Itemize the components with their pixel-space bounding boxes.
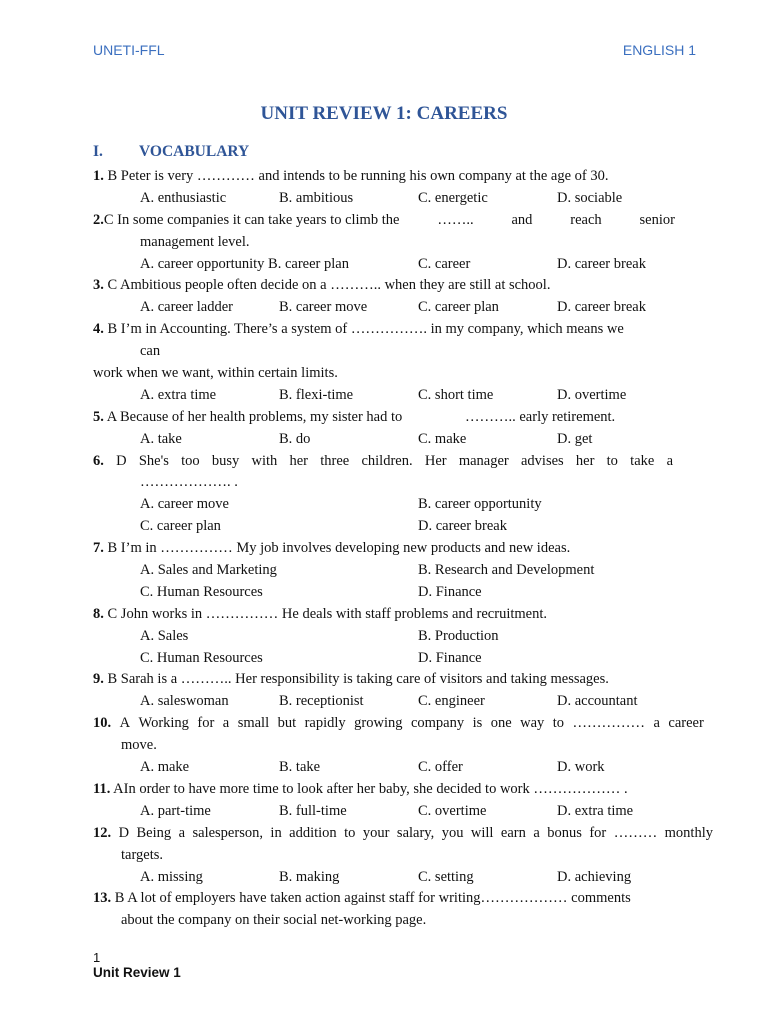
question-word: reach bbox=[570, 211, 602, 228]
option-c: C. career bbox=[418, 255, 471, 272]
option-b: B. making bbox=[279, 868, 340, 885]
question-word: but bbox=[277, 715, 297, 732]
question-word: addition bbox=[289, 824, 337, 841]
question-word: and bbox=[511, 211, 533, 228]
question-word: …………… bbox=[572, 715, 646, 732]
option-b: B. do bbox=[279, 430, 311, 447]
question-number: 6. bbox=[93, 452, 104, 469]
question-13-continuation: about the company on their social net-working page. bbox=[121, 912, 427, 929]
question-7 bbox=[93, 538, 713, 560]
page-title: UNIT REVIEW 1: CAREERS bbox=[260, 103, 508, 124]
option-c: C. offer bbox=[418, 759, 463, 776]
option-b: B. career opportunity bbox=[418, 496, 542, 513]
question-list bbox=[93, 166, 713, 932]
option-c: C. short time bbox=[418, 386, 494, 403]
question-text: B I’m in …………… My job involves developing new products and new ideas. bbox=[103, 540, 571, 557]
question-word: career bbox=[668, 715, 704, 732]
question-word: a bbox=[533, 824, 540, 841]
option-b: B. take bbox=[279, 759, 321, 776]
question-word: monthly bbox=[664, 824, 713, 841]
option-c: C. career plan bbox=[418, 299, 499, 316]
section-heading bbox=[93, 143, 249, 161]
question-word: manager bbox=[458, 452, 509, 469]
question-number: 3. bbox=[93, 277, 104, 294]
question-text-blank: ……….. early retirement. bbox=[465, 408, 616, 425]
question-9 bbox=[93, 669, 713, 691]
question-word: Being bbox=[136, 824, 172, 841]
option-d: D. career break bbox=[418, 518, 507, 535]
question-6 bbox=[93, 451, 673, 473]
question-word: small bbox=[237, 715, 270, 732]
option-d: D. achieving bbox=[557, 868, 632, 885]
question-word: for bbox=[589, 824, 607, 841]
question-10-options bbox=[93, 757, 713, 779]
question-1 bbox=[93, 166, 713, 188]
option-a: A. missing bbox=[140, 868, 203, 885]
question-2-options bbox=[93, 254, 713, 276]
option-c: C. career plan bbox=[140, 518, 221, 535]
question-word: is bbox=[472, 715, 483, 732]
question-word: rapidly bbox=[304, 715, 346, 732]
question-text: C Ambitious people often decide on a ……….. when they are still at school. bbox=[103, 277, 551, 294]
question-number: 4. bbox=[93, 321, 104, 338]
question-text: C In some companies it can take years to climb the bbox=[103, 211, 400, 228]
header-left: UNETI-FFL bbox=[93, 42, 165, 58]
option-a: A. Sales and Marketing bbox=[140, 562, 277, 579]
question-word: senior bbox=[639, 211, 675, 228]
question-word: to bbox=[552, 715, 565, 732]
question-word: ……… bbox=[613, 824, 658, 841]
question-11-options bbox=[93, 801, 713, 823]
option-a: A. part-time bbox=[140, 802, 211, 819]
question-4-options bbox=[93, 385, 713, 407]
question-word: to bbox=[606, 452, 618, 469]
question-word: D bbox=[116, 452, 127, 469]
option-a: A. career opportunity B. career plan bbox=[140, 255, 349, 272]
question-text: A Because of her health problems, my sister had to bbox=[103, 408, 403, 425]
option-c: C. energetic bbox=[418, 189, 488, 206]
footer-page-number: 1 bbox=[93, 950, 101, 965]
question-12-continuation: targets. bbox=[121, 846, 164, 863]
option-d: D. get bbox=[557, 430, 593, 447]
footer-label: Unit Review 1 bbox=[93, 965, 181, 980]
question-text: B Peter is very ………… and intends to be running his own company at the age of 30. bbox=[103, 168, 609, 184]
option-c: C. overtime bbox=[418, 802, 487, 819]
question-text: B A lot of employers have taken action against staff for writing……………… comments bbox=[111, 890, 631, 907]
question-word: a bbox=[222, 715, 230, 732]
question-word: growing bbox=[354, 715, 403, 732]
option-c: C. Human Resources bbox=[140, 649, 263, 666]
question-4-continuation-2: work when we want, within certain limits. bbox=[93, 365, 338, 382]
question-number: 5. bbox=[93, 408, 104, 425]
section-number: I. bbox=[93, 143, 103, 160]
question-number: 11. bbox=[93, 780, 111, 797]
question-number: 8. bbox=[93, 605, 104, 622]
header-right: ENGLISH 1 bbox=[622, 42, 696, 58]
question-8-options-cd bbox=[93, 648, 713, 670]
question-9-options bbox=[93, 691, 713, 713]
option-c: C. make bbox=[418, 430, 467, 447]
option-a: A. make bbox=[140, 759, 190, 776]
question-3 bbox=[93, 275, 713, 297]
option-a: A. enthusiastic bbox=[140, 189, 227, 206]
question-word: way bbox=[520, 715, 545, 732]
question-7-options-cd bbox=[93, 582, 713, 604]
option-d: D. Finance bbox=[418, 583, 482, 600]
question-word: She's bbox=[138, 452, 169, 469]
option-c: C. setting bbox=[418, 868, 474, 885]
option-b: B. Research and Development bbox=[418, 562, 595, 579]
question-2 bbox=[93, 210, 675, 232]
question-word: one bbox=[490, 715, 512, 732]
question-word: your bbox=[362, 824, 390, 841]
question-word: too bbox=[181, 452, 200, 469]
question-text: B Sarah is a ……….. Her responsibility is taking care of visitors and taking messages. bbox=[103, 671, 609, 688]
question-8-options-ab bbox=[93, 626, 713, 648]
option-d: D. career break bbox=[557, 255, 646, 272]
question-word: you bbox=[441, 824, 464, 841]
question-word: a bbox=[653, 715, 660, 732]
question-11 bbox=[93, 779, 713, 801]
question-number: 9. bbox=[93, 671, 104, 688]
question-word: her bbox=[289, 452, 309, 469]
question-10-continuation: move. bbox=[121, 737, 157, 754]
option-c: C. Human Resources bbox=[140, 583, 263, 600]
option-d: D. accountant bbox=[557, 693, 638, 710]
question-word: her bbox=[575, 452, 595, 469]
option-d: D. work bbox=[557, 759, 605, 776]
question-word: will bbox=[470, 824, 494, 841]
option-d: D. career break bbox=[557, 299, 646, 316]
question-word: busy bbox=[211, 452, 240, 469]
option-b: B. full-time bbox=[279, 802, 347, 819]
question-12-options bbox=[93, 867, 713, 889]
question-8 bbox=[93, 604, 713, 626]
option-d: D. Finance bbox=[418, 649, 482, 666]
question-word: salary, bbox=[396, 824, 435, 841]
question-word: children. bbox=[361, 452, 413, 469]
question-4 bbox=[93, 319, 713, 341]
question-word: advises bbox=[520, 452, 564, 469]
question-word: company bbox=[410, 715, 465, 732]
question-number: 2. bbox=[93, 211, 104, 228]
question-word: bonus bbox=[547, 824, 582, 841]
question-3-options bbox=[93, 297, 713, 319]
option-a: A. saleswoman bbox=[140, 693, 229, 710]
option-b: B. flexi-time bbox=[279, 386, 354, 403]
option-a: A. take bbox=[140, 430, 182, 447]
question-word: in bbox=[270, 824, 282, 841]
question-1-options bbox=[93, 188, 713, 210]
question-10 bbox=[93, 713, 704, 735]
question-word: Working bbox=[138, 715, 189, 732]
question-5 bbox=[93, 407, 713, 429]
question-13 bbox=[93, 888, 713, 910]
question-word: salesperson, bbox=[192, 824, 263, 841]
option-b: B. receptionist bbox=[279, 693, 364, 710]
option-a: A. career ladder bbox=[140, 299, 233, 316]
question-7-options-ab bbox=[93, 560, 713, 582]
question-number: 7. bbox=[93, 540, 104, 557]
option-a: A. career move bbox=[140, 496, 229, 513]
question-word: take bbox=[630, 452, 655, 469]
question-text: C John works in …………… He deals with staff problems and recruitment. bbox=[103, 605, 547, 622]
question-12 bbox=[93, 823, 713, 845]
option-d: D. overtime bbox=[557, 386, 627, 403]
question-6-options-cd bbox=[93, 516, 713, 538]
question-word: a bbox=[178, 824, 186, 841]
question-5-options bbox=[93, 429, 713, 451]
question-2-continuation: management level. bbox=[140, 233, 250, 250]
question-word: with bbox=[251, 452, 278, 469]
question-number: 10. bbox=[93, 715, 112, 732]
option-a: A. Sales bbox=[140, 627, 189, 644]
question-word: earn bbox=[500, 824, 526, 841]
question-word: A bbox=[119, 715, 131, 732]
question-6-options-ab bbox=[93, 494, 713, 516]
question-word: a bbox=[666, 452, 673, 469]
question-word: Her bbox=[424, 452, 447, 469]
question-word: to bbox=[344, 824, 356, 841]
question-word: for bbox=[197, 715, 215, 732]
question-6-continuation: ………………. . bbox=[140, 474, 238, 491]
option-d: D. sociable bbox=[557, 189, 623, 206]
section-label: VOCABULARY bbox=[139, 143, 250, 160]
option-b: B. ambitious bbox=[279, 189, 354, 206]
question-text: B I’m in Accounting. There’s a system of ……………. in my company, which means we bbox=[103, 321, 624, 338]
question-4-continuation: can bbox=[140, 343, 161, 360]
question-text: AIn order to have more time to look after her baby, she decided to work ……………… . bbox=[110, 780, 628, 797]
question-number: 1. bbox=[93, 168, 104, 184]
question-word: D bbox=[118, 824, 130, 841]
question-number: 12. bbox=[93, 824, 112, 841]
option-d: D. extra time bbox=[557, 802, 634, 819]
option-b: B. career move bbox=[279, 299, 368, 316]
option-a: A. extra time bbox=[140, 386, 217, 403]
question-word: …….. bbox=[437, 211, 474, 228]
question-number: 13. bbox=[93, 890, 112, 907]
option-c: C. engineer bbox=[418, 693, 485, 710]
question-word: three bbox=[320, 452, 350, 469]
option-b: B. Production bbox=[418, 627, 499, 644]
